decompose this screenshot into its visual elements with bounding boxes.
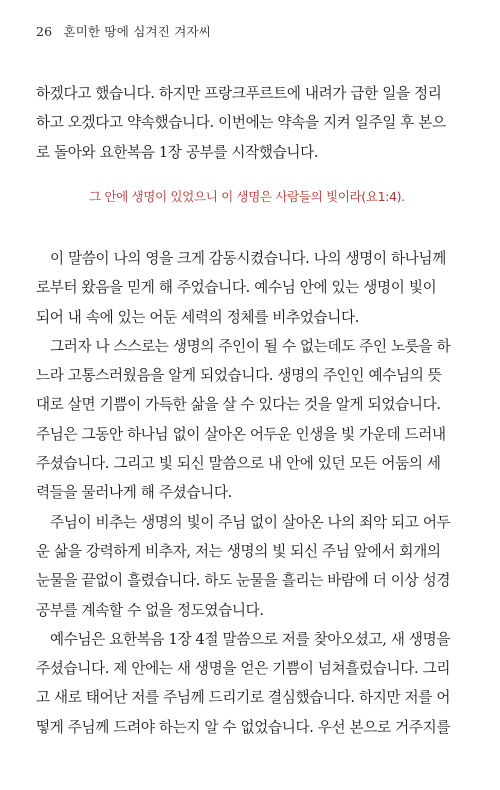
text-line: 하겠다고 했습니다. 하지만 프랑크푸르트에 내려가 급한 일을 정리 — [36, 85, 442, 102]
paragraph-1 — [36, 79, 461, 167]
scripture-quote: 그 안에 생명이 있었으니 이 생명은 사람들의 빛이라(요1:4). — [89, 189, 405, 204]
text-line: 예수님은 요한복음 1장 4절 말씀으로 저를 찾아오셨고, 새 생명을 — [50, 630, 451, 648]
text-line: 되어 내 속에 있는 어둔 세력의 정체를 비추었습니다. — [36, 308, 360, 326]
text-line: 떻게 주님께 드려야 하는지 알 수 없었습니다. 우선 본으로 거주지를 — [36, 718, 451, 736]
text-line: 운 삶을 강력하게 비추자, 저는 생명의 빛 되신 주님 앞에서 회개의 — [36, 542, 441, 560]
text-line: 그러자 나 스스로는 생명의 주인이 될 수 없는데도 주인 노릇을 하 — [50, 337, 451, 355]
running-title: 혼미한 땅에 심겨진 겨자씨 — [63, 24, 212, 39]
running-header — [36, 22, 211, 40]
text-line: 대로 살면 기쁨이 가득한 삶을 살 수 있다는 것을 알게 되었습니다. — [36, 396, 441, 414]
text-line: 눈물을 끝없이 흘렸습니다. 하도 눈물을 흘리는 바람에 더 이상 성경 — [36, 572, 451, 590]
text-line: 로부터 왔음을 믿게 해 주었습니다. 예수님 안에 있는 생명이 빛이 — [36, 279, 437, 297]
text-line: 력들을 물러나게 해 주셨습니다. — [36, 484, 232, 502]
text-line: 로 돌아와 요한복음 1장 공부를 시작했습니다. — [36, 143, 319, 161]
page-number: 26 — [36, 24, 53, 39]
text-line: 주님이 비추는 생명의 빛이 주님 없이 살아온 나의 죄악 되고 어두 — [50, 513, 451, 531]
text-line: 이 말씀이 나의 영을 크게 감동시켰습니다. 나의 생명이 하나님께 — [50, 250, 447, 267]
text-line: 고 새로 태어난 저를 주님께 드리기로 결심했습니다. 하지만 저를 어 — [36, 689, 451, 707]
text-line: 주셨습니다. 제 안에는 새 생명을 얻은 기쁨이 넘쳐흘렀습니다. 그리 — [36, 660, 451, 678]
paragraph-2 — [36, 244, 461, 742]
text-line: 느라 고통스러웠음을 알게 되었습니다. 생명의 주인인 예수님의 뜻 — [36, 367, 442, 385]
text-line: 주셨습니다. 그리고 빛 되신 말씀으로 내 안에 있던 모든 어둠의 세 — [36, 455, 441, 473]
text-line: 하고 오겠다고 약속했습니다. 이번에는 약속을 지켜 일주일 후 본으 — [36, 114, 446, 132]
text-line: 공부를 계속할 수 없을 정도였습니다. — [36, 601, 264, 619]
text-line: 주님은 그동안 하나님 없이 살아온 어두운 인생을 빛 가운데 드러내 — [36, 425, 446, 443]
